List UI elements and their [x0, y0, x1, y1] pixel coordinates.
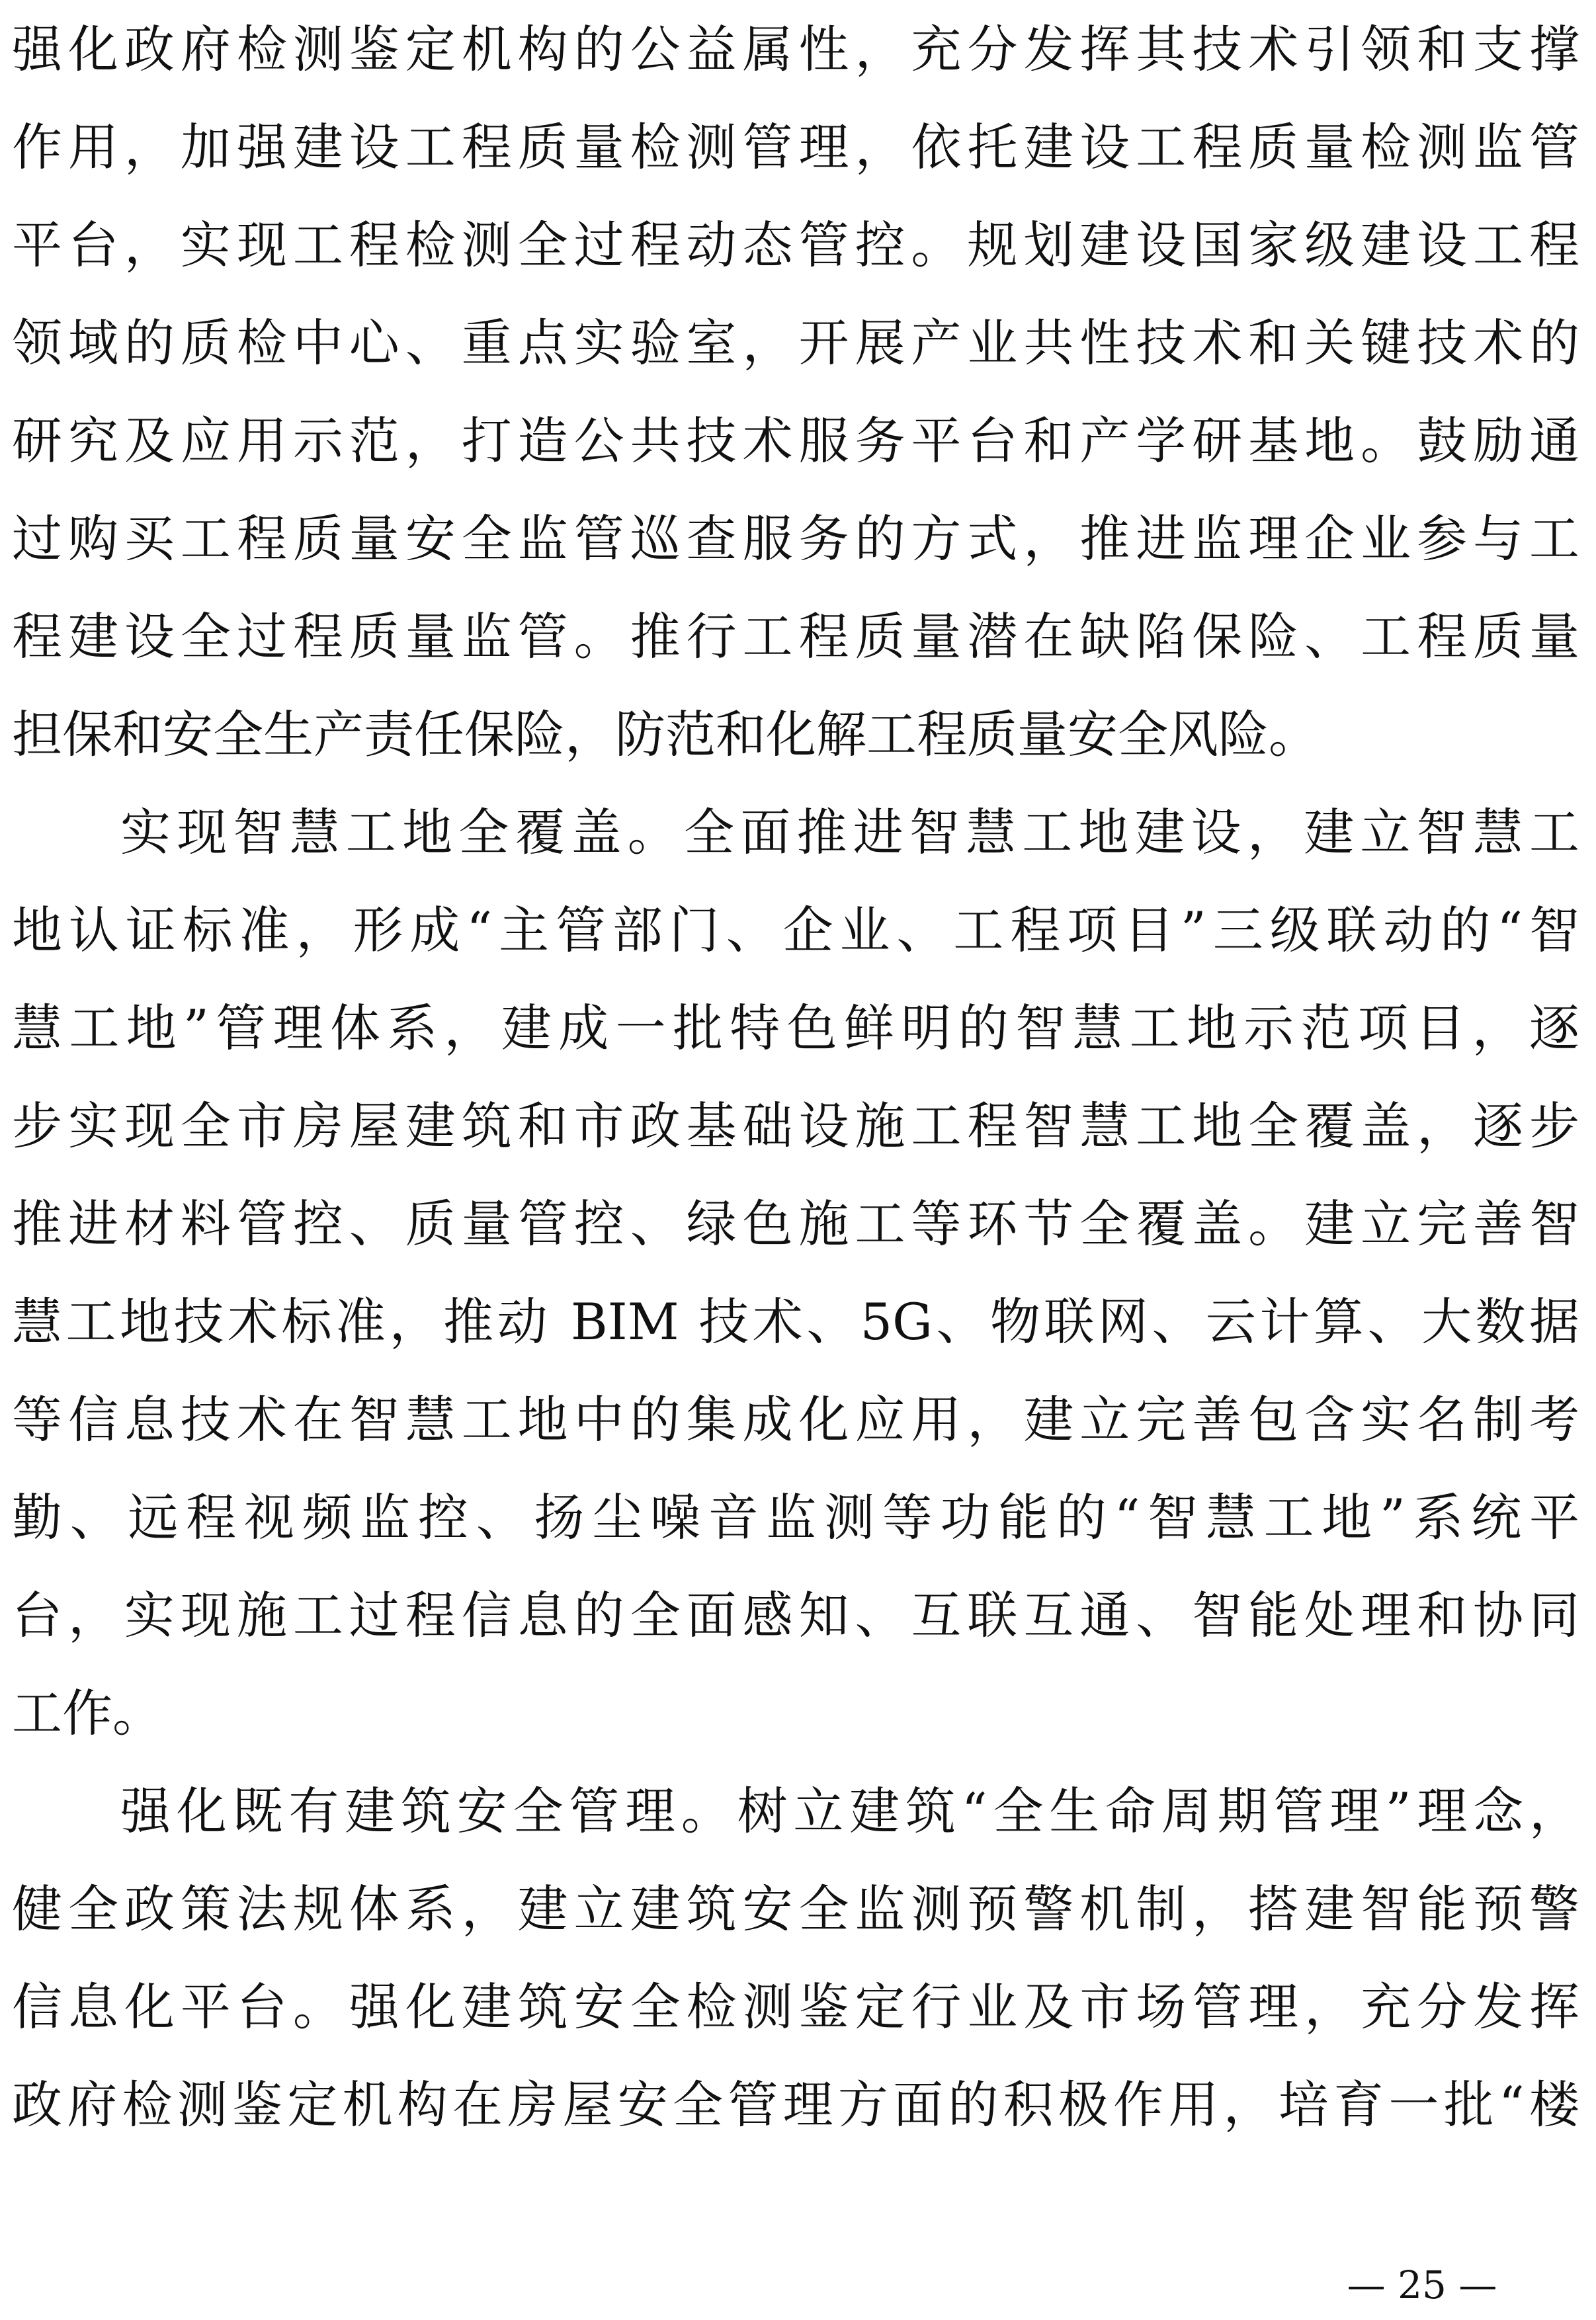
text-line: 健全政策法规体系，建立建筑安全监测预警机制，搭建智能预警 [12, 1880, 1579, 1938]
text-line: 台，实现施工过程信息的全面感知、互联互通、智能处理和协同 [12, 1586, 1579, 1645]
text-line: 过购买工程质量安全监管巡查服务的方式，推进监理企业参与工 [12, 509, 1579, 568]
text-line: 步实现全市房屋建筑和市政基础设施工程智慧工地全覆盖，逐步 [12, 1097, 1579, 1155]
text-line: 地认证标准，形成“主管部门、企业、工程项目”三级联动的“智 [12, 901, 1579, 960]
text-line: 平台，实现工程检测全过程动态管控。规划建设国家级建设工程 [12, 216, 1579, 274]
text-line: 强化政府检测鉴定机构的公益属性，充分发挥其技术引领和支撑 [12, 20, 1579, 79]
text-line: 担保和安全生产责任保险，防范和化解工程质量安全风险。 [12, 705, 1319, 764]
text-line: 政府检测鉴定机构在房屋安全管理方面的积极作用，培育一批“楼 [12, 2075, 1579, 2134]
text-line: 慧工地”管理体系，建成一批特色鲜明的智慧工地示范项目，逐 [12, 999, 1579, 1057]
text-line: 作用，加强建设工程质量检测管理，依托建设工程质量检测监管 [12, 118, 1579, 177]
page-number: — 25 — [1347, 2262, 1497, 2307]
text-line: 强化既有建筑安全管理。树立建筑“全生命周期管理”理念， [120, 1782, 1579, 1841]
text-line: 研究及应用示范，打造公共技术服务平台和产学研基地。鼓励通 [12, 411, 1579, 470]
text-line: 程建设全过程质量监管。推行工程质量潜在缺陷保险、工程质量 [12, 607, 1579, 666]
text-line: 信息化平台。强化建筑安全检测鉴定行业及市场管理，充分发挥 [12, 1977, 1579, 2036]
text-line: 实现智慧工地全覆盖。全面推进智慧工地建设，建立智慧工 [120, 803, 1579, 862]
text-line: 工作。 [12, 1684, 163, 1743]
text-line: 领域的质检中心、重点实验室，开展产业共性技术和关键技术的 [12, 313, 1579, 372]
text-line: 勤、远程视频监控、扬尘噪音监测等功能的“智慧工地”系统平 [12, 1488, 1579, 1547]
text-line: 慧工地技术标准，推动 BIM 技术、5G、物联网、云计算、大数据 [12, 1292, 1579, 1351]
text-line: 等信息技术在智慧工地中的集成化应用，建立完善包含实名制考 [12, 1390, 1579, 1449]
text-line: 推进材料管控、质量管控、绿色施工等环节全覆盖。建立完善智 [12, 1194, 1579, 1253]
